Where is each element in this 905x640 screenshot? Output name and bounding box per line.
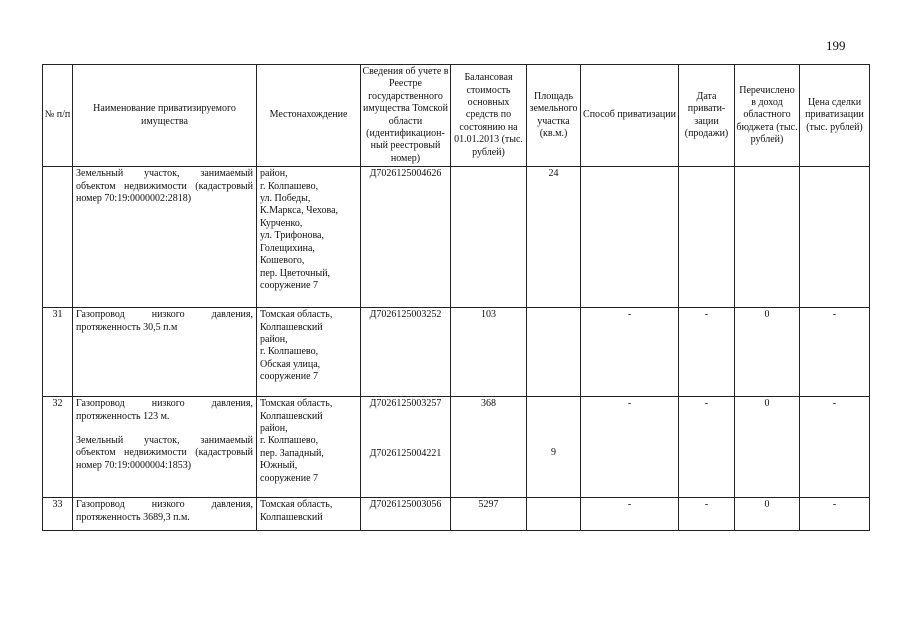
row-name: Газопровод низкого давления, протяженность 3689,3 п.м. bbox=[73, 498, 257, 531]
row-name: Газопровод низкого давления, протяженность 123 м. bbox=[76, 398, 253, 422]
row-price: - bbox=[800, 308, 870, 397]
row-balance: 103 bbox=[451, 308, 527, 397]
row-location: район, г. Колпашево, ул. Победы, К.Маркса, Чехова, Курченко, ул. Трифонова, Голещихина, Кошевого, пер. Цветочный, сооружение 7 bbox=[257, 167, 361, 308]
row-registry: Д7026125003056 bbox=[361, 498, 451, 531]
row-num bbox=[43, 167, 73, 308]
row-price: - bbox=[800, 498, 870, 531]
row-name: Газопровод низкого давления, протяженность 30,5 п.м bbox=[73, 308, 257, 397]
row-location: Томская область, Колпашевский bbox=[257, 498, 361, 531]
row-name-cell bbox=[73, 397, 257, 498]
privatization-table bbox=[42, 64, 870, 531]
page-number: 199 bbox=[826, 38, 846, 53]
row-transferred: 0 bbox=[735, 397, 800, 498]
row-date bbox=[679, 167, 735, 308]
header-name: Наименование приватизируемого имущества bbox=[73, 65, 257, 167]
row-date: - bbox=[679, 397, 735, 498]
header-location: Местонахождение bbox=[257, 65, 361, 167]
row-price: - bbox=[800, 397, 870, 498]
header-num: № п/п bbox=[43, 65, 73, 167]
row-registry-cell bbox=[361, 397, 451, 498]
header-method: Способ приватизации bbox=[581, 65, 679, 167]
header-registry: Сведения об учете в Реестре государственного имущества Томской области (идентификацион-ный реестровый номер) bbox=[361, 65, 451, 167]
table-row bbox=[43, 308, 870, 397]
row-registry: Д7026125003257 bbox=[369, 398, 442, 410]
table-row bbox=[43, 498, 870, 531]
table-row bbox=[43, 397, 870, 498]
row-area: 24 bbox=[527, 167, 581, 308]
row-location: Томская область, Колпашевский район, г. Колпашево, пер. Западный, Южный, сооружение 7 bbox=[257, 397, 361, 498]
row-transferred: 0 bbox=[735, 308, 800, 397]
row-num: 33 bbox=[43, 498, 73, 531]
table-header-row bbox=[43, 65, 870, 167]
row-transferred bbox=[735, 167, 800, 308]
row-method bbox=[581, 167, 679, 308]
row-date: - bbox=[679, 498, 735, 531]
row-area: 9 bbox=[551, 447, 556, 459]
header-transferred: Перечислено в доход областного бюджета (тыс. рублей) bbox=[735, 65, 800, 167]
header-area: Площадь земельного участка (кв.м.) bbox=[527, 65, 581, 167]
row-registry: Д7026125003252 bbox=[361, 308, 451, 397]
row-num: 31 bbox=[43, 308, 73, 397]
row-method: - bbox=[581, 498, 679, 531]
row-area-cell bbox=[527, 397, 581, 498]
row-registry-secondary: Д7026125004221 bbox=[369, 447, 442, 459]
row-registry: Д7026125004626 bbox=[361, 167, 451, 308]
table-row bbox=[43, 167, 870, 308]
row-date: - bbox=[679, 308, 735, 397]
row-area bbox=[527, 308, 581, 397]
row-name: Земельный участок, занимаемый объектом недвижимости (кадастровый номер 70:19:0000002:2818) bbox=[73, 167, 257, 308]
row-transferred: 0 bbox=[735, 498, 800, 531]
row-location: Томская область, Колпашевский район, г. Колпашево, Обская улица, сооружение 7 bbox=[257, 308, 361, 397]
header-balance: Балансовая стоимость основных средств по состоянию на 01.01.2013 (тыс. рублей) bbox=[451, 65, 527, 167]
row-balance bbox=[451, 167, 527, 308]
row-name-secondary: Земельный участок, занимаемый объектом недвижимости (кадастровый номер 70:19:0000004:1853) bbox=[76, 435, 253, 471]
header-price: Цена сделки приватизации (тыс. рублей) bbox=[800, 65, 870, 167]
row-method: - bbox=[581, 308, 679, 397]
row-method: - bbox=[581, 397, 679, 498]
header-date: Дата привати-зации (продажи) bbox=[679, 65, 735, 167]
row-balance: 5297 bbox=[451, 498, 527, 531]
row-num: 32 bbox=[43, 397, 73, 498]
row-balance: 368 bbox=[451, 397, 527, 498]
row-area bbox=[527, 498, 581, 531]
row-price bbox=[800, 167, 870, 308]
